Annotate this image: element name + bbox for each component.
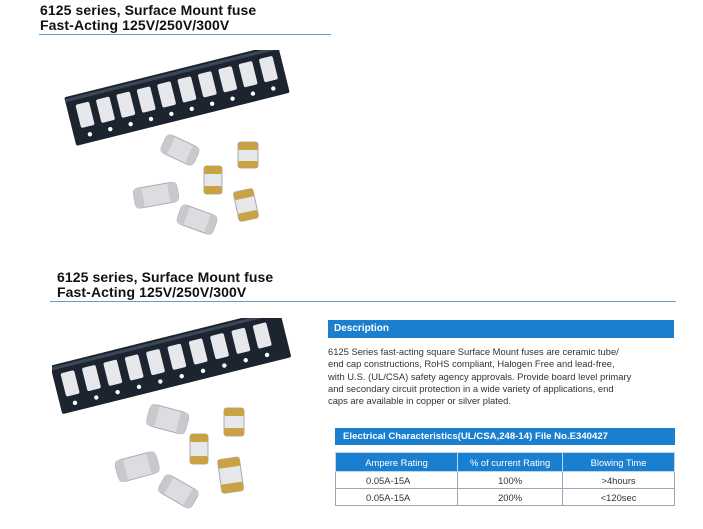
description-line: caps are available in copper or silver plated. [328, 395, 511, 407]
section1-title-line1: 6125 series, Surface Mount fuse [40, 2, 257, 18]
section2-title [57, 270, 273, 300]
description-line: 6125 Series fast-acting square Surface Mount fuses are ceramic tube/ [328, 346, 619, 357]
description-line: with U.S. (UL/CSA) safety agency approvals. Provide board level primary [328, 370, 632, 382]
table-cell: 0.05A-15A [336, 472, 458, 489]
fuse-product-photo-2 [52, 318, 292, 518]
table-cell: 0.05A-15A [336, 489, 458, 506]
description-body [328, 346, 678, 407]
table-row [336, 472, 675, 489]
electrical-table [335, 452, 675, 506]
section2-divider [50, 301, 676, 302]
table-cell: <120sec [563, 489, 675, 506]
section1-title-line2: Fast-Acting 125V/250V/300V [40, 17, 230, 33]
fuse-product-photo-1 [62, 50, 292, 250]
description-line: end cap constructions, RoHS compliant, Halogen Free and lead-free, [328, 358, 615, 370]
column-header-ampere-rating: Ampere Rating [336, 453, 458, 472]
section1-title [40, 3, 256, 33]
table-cell: >4hours [563, 472, 675, 489]
description-line: and secondary circuit protection in a wide variety of applications, end [328, 382, 614, 394]
electrical-header: Electrical Characteristics(UL/CSA,248-14) File No.E340427 [335, 428, 675, 445]
table-cell: 100% [458, 472, 563, 489]
column-header-current-rating: % of current Rating [458, 453, 563, 472]
section2-title-line2: Fast-Acting 125V/250V/300V [57, 284, 247, 300]
column-header-blowing-time: Blowing Time [563, 453, 675, 472]
section2-title-line1: 6125 series, Surface Mount fuse [57, 269, 274, 285]
table-cell: 200% [458, 489, 563, 506]
description-header: Description [328, 320, 674, 338]
section1-divider [39, 34, 331, 35]
table-header-row [336, 453, 675, 472]
table-row [336, 489, 675, 506]
